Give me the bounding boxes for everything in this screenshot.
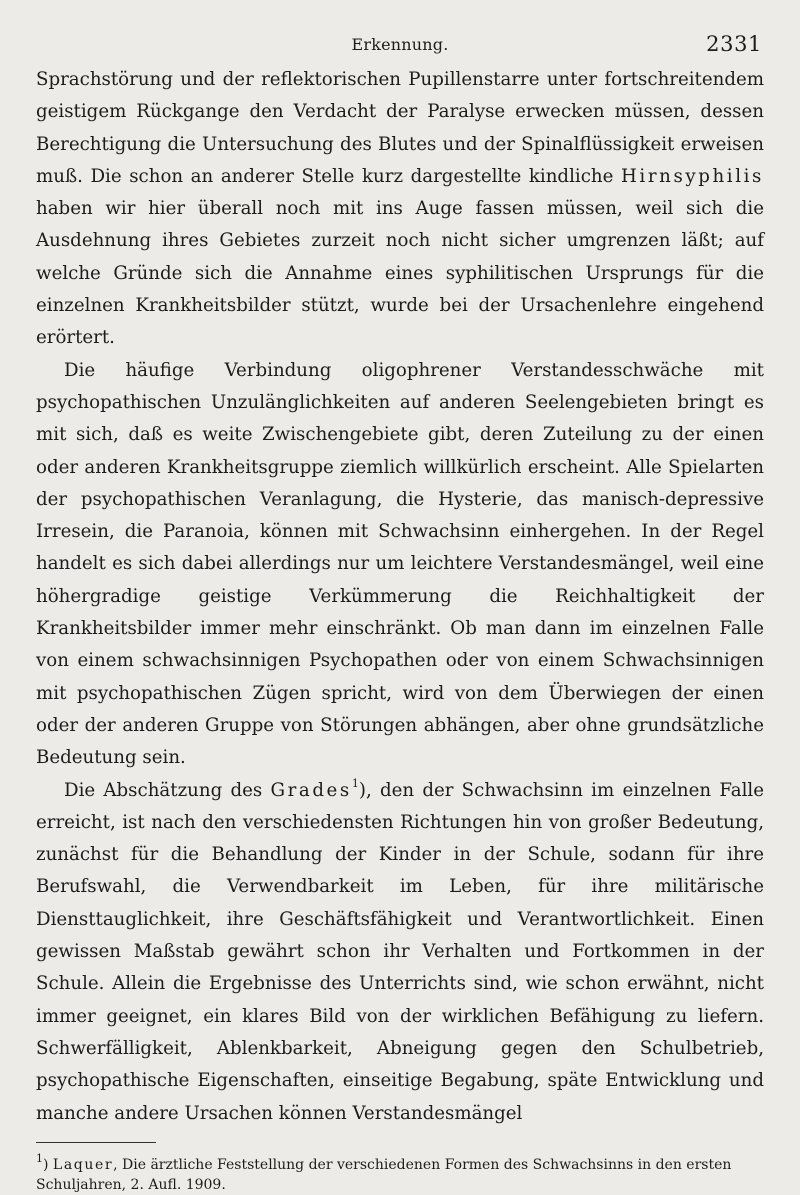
page-header [36, 30, 764, 64]
footnote-divider [36, 1142, 156, 1143]
page-number: 2331 [706, 32, 762, 56]
emphasized-term: Hirnsyphilis [620, 165, 764, 187]
footnote-marker: 1 [351, 777, 359, 791]
text-run: Sprachstörung und der reflektorischen Pupillenstarre unter fortschreitendem geistigem Rückgange den Verdacht der Paralyse erwecken müssen, dessen Berechtigung die Untersuchung des Blutes und der Spinalflüssigkeit erweisen muß. Die schon an anderer Stelle kurz dargestellte kindliche [36, 69, 764, 187]
text-run: Die häufige Verbindung oligophrener Verstandesschwäche mit psychopathischen Unzulänglichkeiten auf anderen Seelengebieten bringt es mit sich, daß es weite Zwischengebiete gibt, deren Zuteilung zu der einen oder anderen Krankheitsgruppe ziemlich willkürlich erscheint. Alle Spielarten der psychopathischen Veranlagung, die Hysterie, das manisch-depressive Irresein, die Paranoia, können mit Schwachsinn einhergehen. In der Regel handelt es sich dabei allerdings nur um leichtere Verstandesmängel, weil eine höhergradige geistige Verkümmerung die Reichhaltigkeit der Krankheitsbilder immer mehr einschränkt. Ob man dann im einzelnen Falle von einem schwachsinnigen Psychopathen oder von einem Schwachsinnigen mit psychopathischen Zügen spricht, wird von dem Überwiegen der einen oder der anderen Gruppe von Störungen abhängen, aber ohne grundsätzliche Bedeutung sein. [36, 359, 764, 769]
paragraph [36, 64, 764, 355]
text-run: ), den der Schwachsinn im einzelnen Falle erreicht, ist nach den verschiedensten Richtungen hin von großer Bedeutung, zunächst für die Behandlung der Kinder in der Schule, sodann für ihre Berufswahl, die Verwendbarkeit im Leben, für ihre militärische Diensttauglichkeit, ihre Geschäftsfähigkeit und Verantwortlichkeit. Einen gewissen Maßstab gewährt schon ihr Verhalten und Fortkommen in der Schule. Allein die Ergebnisse des Unterrichts sind, wie schon erwähnt, nicht immer geeignet, ein klares Bild von der wirklichen Befähigung zu liefern. Schwerfälligkeit, Ablenkbarkeit, Abneigung gegen den Schulbetrieb, psychopathische Eigenschaften, einseitige Begabung, späte Entwicklung und manche andere Ursachen können Verstandesmängel [36, 779, 764, 1124]
paragraph [36, 355, 764, 775]
emphasized-term: Grades [270, 779, 352, 801]
text-run: Die Abschätzung des [64, 779, 271, 801]
emphasized-term: Laquer [52, 1156, 114, 1173]
text-run: , Die ärztliche Feststellung der verschiedenen Formen des Schwachsinns in den ersten Schuljahren, 2. Aufl. 1909. [36, 1156, 732, 1193]
footnotes [36, 1152, 764, 1195]
main-text [36, 64, 764, 1130]
paragraph [36, 775, 764, 1130]
footnote-marker: 1 [36, 1152, 43, 1166]
footnote [36, 1152, 764, 1195]
text-run: ) [43, 1156, 53, 1173]
running-title: Erkennung. [351, 35, 449, 54]
text-run: haben wir hier überall noch mit ins Auge fassen müssen, weil sich die Ausdehnung ihres Gebietes zurzeit noch nicht sicher umgrenzen läßt; auf welche Gründe sich die Annahme eines syphilitischen Ursprungs für die einzelnen Krankheitsbilder stützt, wurde bei der Ursachenlehre eingehend erörtert. [36, 198, 764, 349]
